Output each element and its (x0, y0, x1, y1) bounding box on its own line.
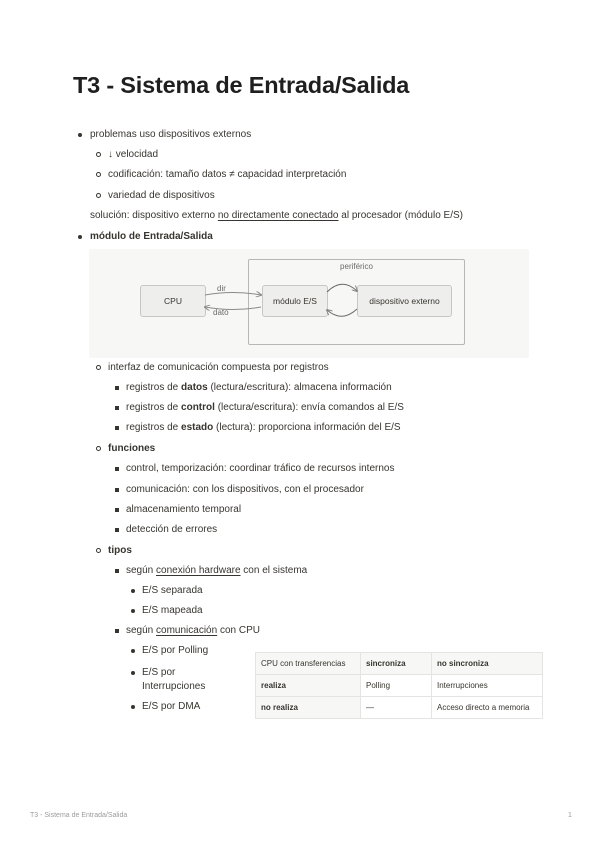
list-item-codificacion: codificación: tamaño datos ≠ capacidad interpretación (108, 169, 347, 180)
list-item-funcion-errores: detección de errores (126, 524, 218, 535)
footer-title: T3 - Sistema de Entrada/Salida (30, 812, 128, 819)
transfer-table (255, 652, 543, 719)
list-item-interrupciones: E/S por (142, 667, 176, 678)
periferico-label: periférico (340, 262, 373, 271)
list-item-reg-control: registros de control (lectura/escritura): envía comandos al E/S (126, 402, 404, 413)
list-item-tipos: tipos (108, 545, 132, 556)
list-item-funcion-almacenamiento: almacenamiento temporal (126, 504, 242, 515)
solucion-underlined: no directamente conectado (217, 210, 339, 221)
list-item-conexion-hw: según conexión hardware con el sistema (126, 565, 308, 576)
list-item-velocidad: ↓ velocidad (108, 149, 159, 160)
list-item-reg-datos: registros de datos (lectura/escritura): almacena información (126, 382, 392, 393)
module-diagram (89, 249, 529, 358)
table-cell: Acceso directo a memoria (432, 697, 543, 719)
list-item-interfaz: interfaz de comunicación compuesta por registros (108, 362, 329, 373)
table-cell: Polling (361, 675, 432, 697)
table-header-cell: CPU con transferencias (256, 653, 361, 675)
list-item-comunicacion-cpu: según comunicación con CPU (126, 625, 260, 636)
table-cell: Interrupciones (432, 675, 543, 697)
cpu-box: CPU (140, 285, 206, 317)
dato-label: dato (213, 308, 229, 317)
table-header-row (256, 653, 543, 675)
solucion-text: solución: dispositivo externo no directamente conectado al procesador (módulo E/S) (90, 210, 464, 221)
page-title: T3 - Sistema de Entrada/Salida (73, 72, 410, 98)
table-cell: — (361, 697, 432, 719)
list-item-funciones: funciones (108, 443, 156, 454)
list-item-modulo: módulo de Entrada/Salida (90, 231, 213, 242)
list-item-dma: E/S por DMA (142, 701, 201, 712)
list-item-funcion-comunicacion: comunicación: con los dispositivos, con el procesador (126, 484, 364, 495)
list-item-problemas: problemas uso dispositivos externos (90, 129, 252, 140)
table-header-cell: sincroniza (361, 653, 432, 675)
table-header-cell: no sincroniza (432, 653, 543, 675)
modulo-box: módulo E/S (262, 285, 328, 317)
diagram-arrows (89, 249, 529, 358)
table-row (256, 697, 543, 719)
list-item-variedad: variedad de dispositivos (108, 190, 215, 201)
list-item-es-mapeada: E/S mapeada (142, 605, 203, 616)
table-row (256, 675, 543, 697)
list-item-funcion-control: control, temporización: coordinar tráfico de recursos internos (126, 463, 395, 474)
list-item-polling: E/S por Polling (142, 645, 209, 656)
dispositivo-box: dispositivo externo (357, 285, 452, 317)
dir-label: dir (217, 284, 226, 293)
table-row-header: realiza (256, 675, 361, 697)
table-row-header: no realiza (256, 697, 361, 719)
list-item-reg-estado: registros de estado (lectura): proporciona información del E/S (126, 422, 401, 433)
list-item-interrupciones-cont: Interrupciones (142, 681, 206, 692)
list-item-es-separada: E/S separada (142, 585, 203, 596)
footer-page-number: 1 (568, 812, 572, 819)
